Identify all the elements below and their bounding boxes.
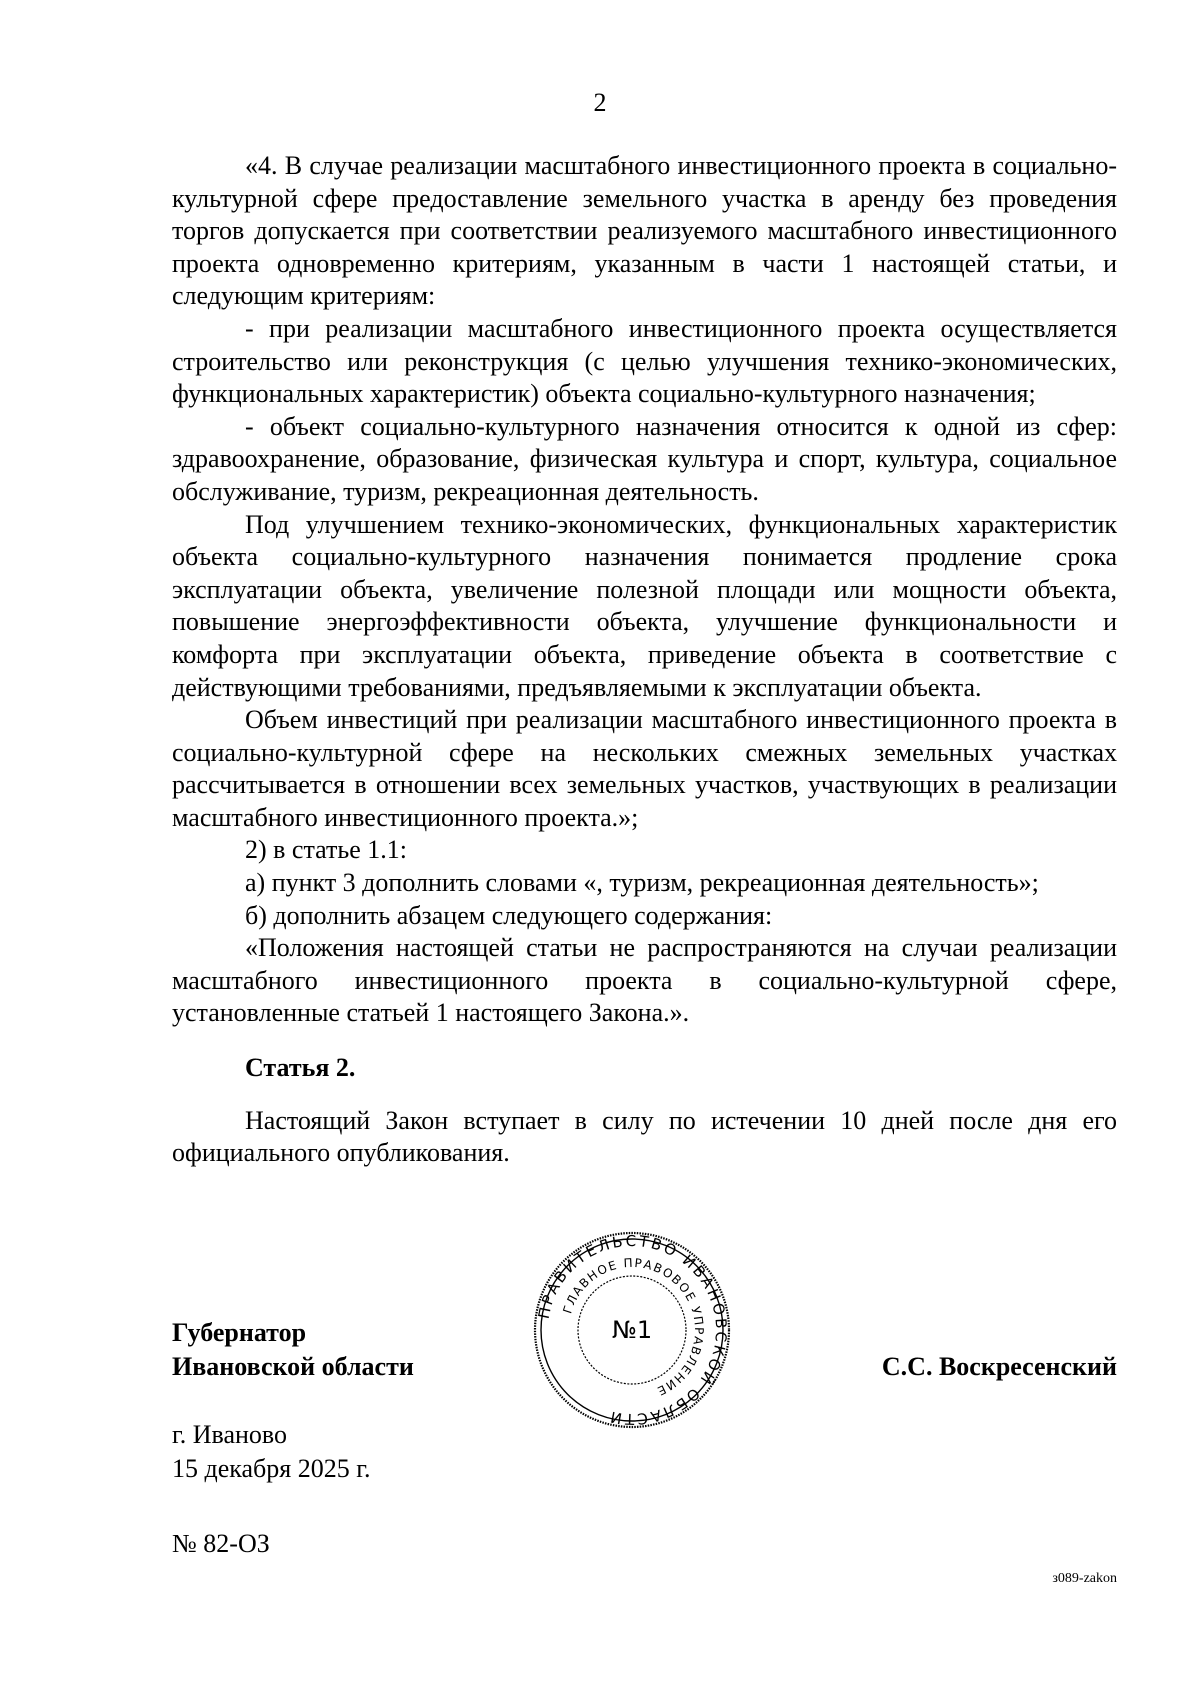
law-number: № 82-ОЗ	[172, 1529, 270, 1558]
criterion-1: - при реализации масштабного инвестиционного проекта осуществляется строительство или реконструкция (с целью улучшения технико-экономических, функциональных характеристик) объекта социально-культурного назначения;	[172, 313, 1117, 409]
paragraph-4: «4. В случае реализации масштабного инвестиционного проекта в социально-культурной сфере предоставление земельного участка в аренду без проведения торгов допускается при соответствии реализуемого масштабного инвестиционного проекта одновременно критериям, указанным в части 1 настоящей статьи, и следующим критериям:	[172, 151, 1117, 311]
place: г. Иваново	[172, 1420, 287, 1449]
signatory-title	[172, 1316, 414, 1384]
place-and-date	[172, 1418, 370, 1486]
signatory-title-line1: Губернатор	[172, 1318, 307, 1347]
signatory-name: С.С. Воскресенский	[881, 1352, 1117, 1381]
document-body	[172, 150, 1117, 1170]
investment-volume: Объем инвестиций при реализации масштабного инвестиционного проекта в социально-культурной сфере на нескольких смежных земельных участках рассчитывается в отношении всех земельных участков, участвующих в реализации масштабного инвестиционного проекта.»;	[172, 705, 1117, 832]
date: 15 декабря 2025 г.	[172, 1454, 371, 1483]
signatory-title-line2: Ивановской области	[172, 1352, 414, 1381]
page-number: 2	[593, 88, 607, 117]
stamp-inner-text: ГЛАВНОЕ ПРАВОВОЕ УПРАВЛЕНИЕ	[560, 1255, 707, 1399]
improvement-definition: Под улучшением технико-экономических, функциональных характеристик объекта социально-культурного назначения понимается продление срока эксплуатации объекта, увеличение полезной площади или мощности объекта, повышение энергоэффективности объекта, улучшение функциональности и комфорта при эксплуатации объекта, приведение объекта в соответствие с действующими требованиями, предъявляемыми к эксплуатации объекта.	[172, 509, 1117, 702]
stamp-outer-text: ПРАВИТЕЛЬСТВО ИВАНОВСКОЙ ОБЛАСТИ	[534, 1231, 731, 1429]
criterion-2: - объект социально-культурного назначения относится к одной из сфер: здравоохранение, образование, физическая культура и спорт, культура, социальное обслуживание, туризм, рекреационная деятельность.	[172, 411, 1117, 506]
article-1-1-amendment: 2) в статье 1.1:	[245, 835, 408, 865]
stamp-center-number: №1	[611, 1316, 653, 1344]
amendment-a: а) пункт 3 дополнить словами «, туризм, рекреационная деятельность»;	[245, 868, 1039, 898]
amendment-b-text: «Положения настоящей статьи не распространяются на случаи реализации масштабного инвестиционного проекта в социально-культурной сфере, установленные статьей 1 настоящего Закона.».	[172, 933, 1117, 1028]
article-2-heading: Статья 2.	[245, 1053, 356, 1083]
official-stamp	[532, 1230, 732, 1430]
document-code: з089-zakon	[1052, 1571, 1117, 1586]
article-2-text: Настоящий Закон вступает в силу по истечении 10 дней после дня его официального опубликования.	[172, 1105, 1117, 1168]
amendment-b: б) дополнить абзацем следующего содержания:	[245, 900, 773, 930]
